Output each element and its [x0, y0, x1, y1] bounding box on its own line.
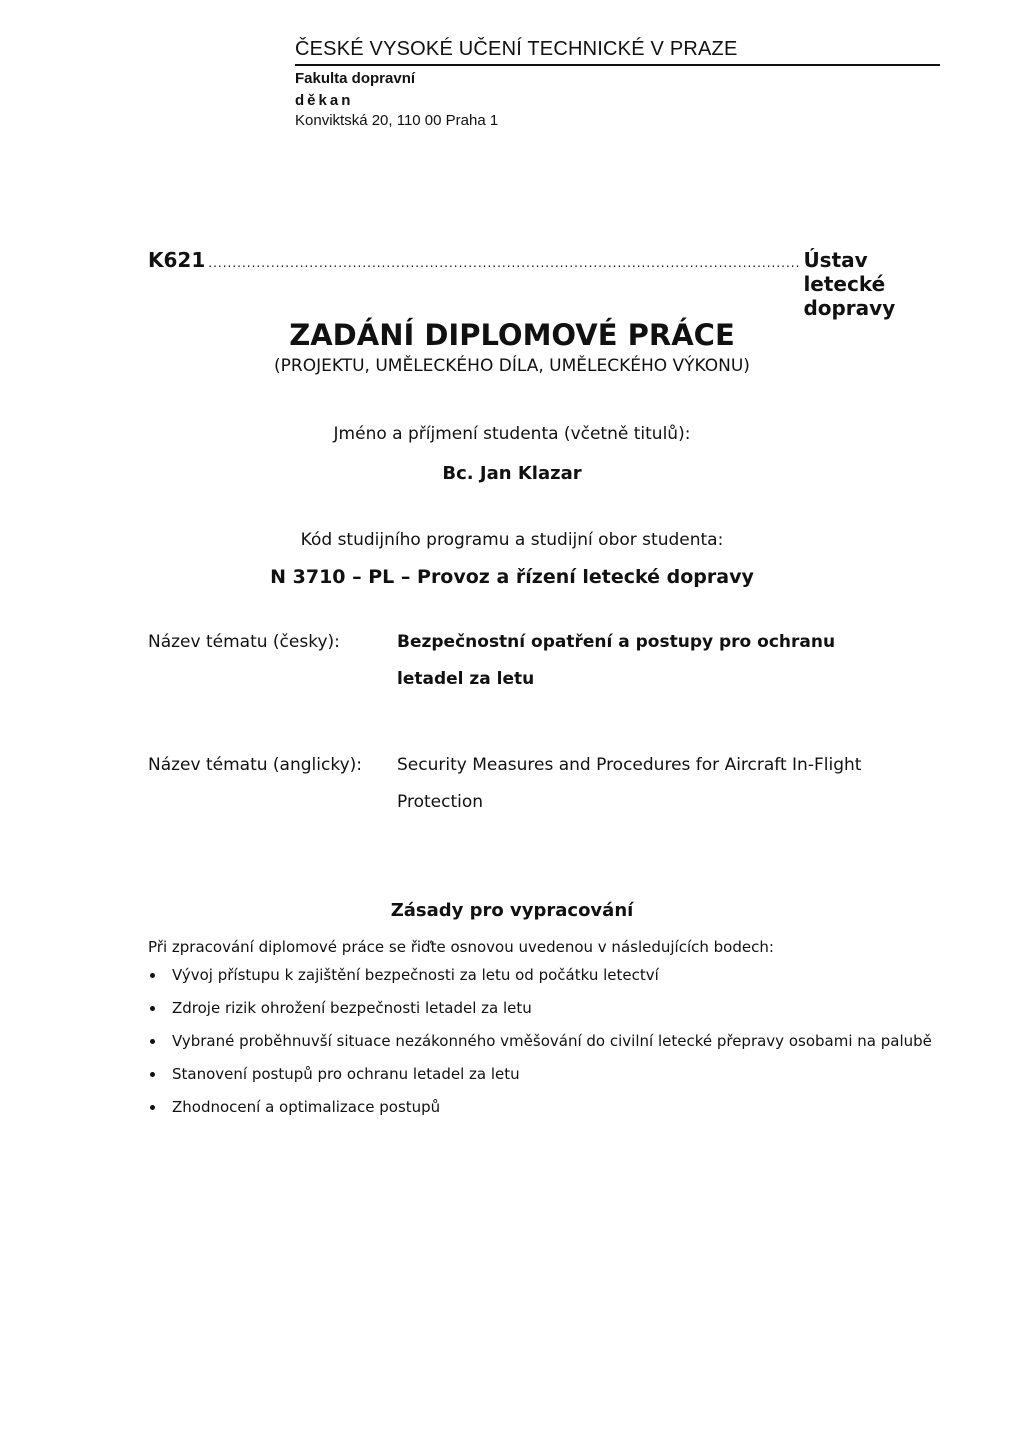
form-subtitle: (PROJEKTU, UMĚLECKÉHO DÍLA, UMĚLECKÉHO VÝKONU)	[274, 356, 750, 376]
list-item: Zhodnocení a optimalizace postupů	[148, 1096, 948, 1118]
department-leader-dots: ...........................................................................................................................	[208, 256, 801, 270]
department-name: Ústav letecké dopravy	[803, 248, 896, 320]
study-program-label: Kód studijního programu a studijní obor studenta:	[300, 530, 724, 550]
topic-en: Security Measures and Procedures for Aircraft In-Flight Protection	[397, 755, 862, 812]
list-item: Vývoj přístupu k zajištění bezpečnosti za letu od počátku letectví	[148, 964, 948, 986]
department-line	[148, 248, 938, 320]
form-title: ZADÁNÍ DIPLOMOVÉ PRÁCE	[289, 318, 735, 352]
faculty-address: Konviktská 20, 110 00 Praha 1	[295, 112, 499, 129]
department-code: K621	[148, 248, 206, 272]
list-item: Vybrané proběhnuvší situace nezákonného vměšování do civilní letecké přepravy osobami na palubě	[148, 1030, 948, 1052]
topic-cs: Bezpečnostní opatření a postupy pro ochranu letadel za letu	[397, 632, 836, 689]
university-name: ČESKÉ VYSOKÉ UČENÍ TECHNICKÉ V PRAZE	[295, 38, 738, 60]
student-name-label: Jméno a příjmení studenta (včetně titulů):	[333, 424, 691, 444]
topic-en-label: Název tématu (anglicky):	[148, 755, 362, 775]
student-name: Bc. Jan Klazar	[442, 463, 582, 484]
header-rule	[295, 64, 940, 66]
list-item: Zdroje rizik ohrožení bezpečnosti letadel za letu	[148, 997, 948, 1019]
guidelines-list	[148, 964, 948, 1129]
list-item: Stanovení postupů pro ochranu letadel za letu	[148, 1063, 948, 1085]
guidelines-heading: Zásady pro vypracování	[390, 900, 634, 921]
guidelines-intro: Při zpracování diplomové práce se řiďte osnovou uvedenou v následujících bodech:	[148, 938, 774, 956]
topic-cs-label: Název tématu (česky):	[148, 632, 340, 652]
dean-label: děkan	[295, 92, 354, 109]
study-program: N 3710 – PL – Provoz a řízení letecké dopravy	[270, 566, 754, 588]
faculty-name: Fakulta dopravní	[295, 70, 416, 87]
